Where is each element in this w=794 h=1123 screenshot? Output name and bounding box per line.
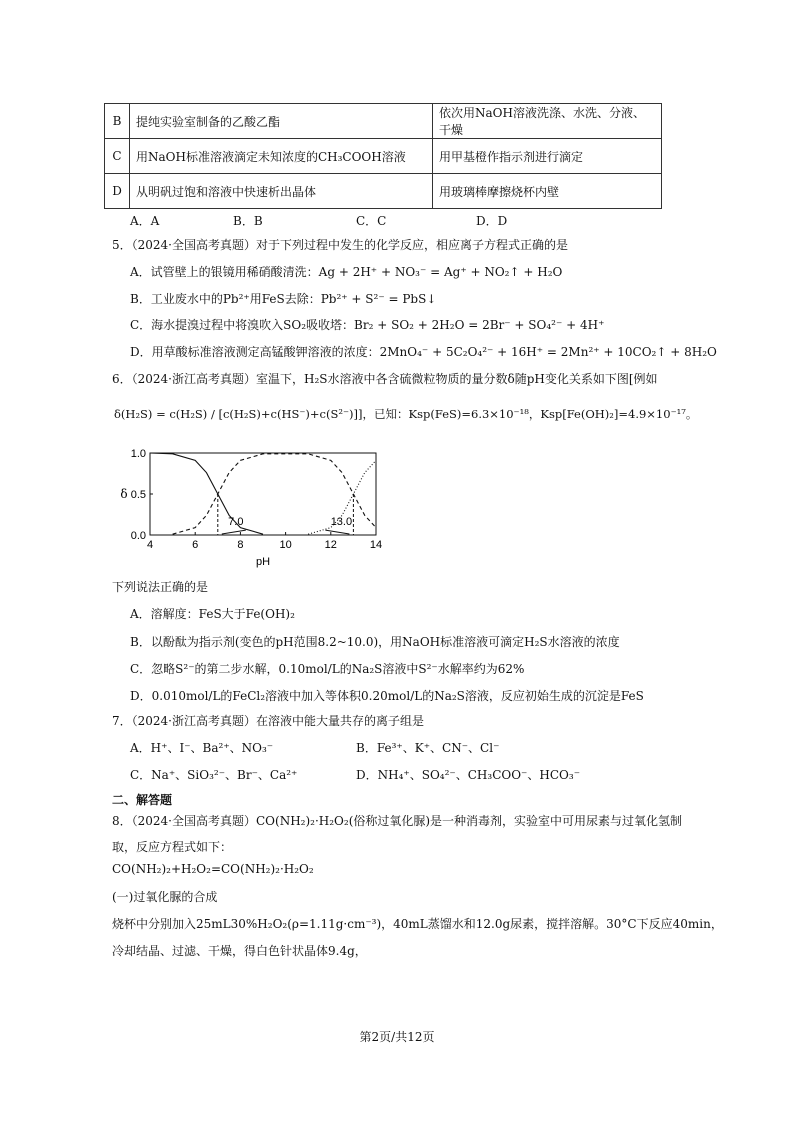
options-table xyxy=(104,103,662,209)
q8-line2: 取，反应方程式如下： xyxy=(112,840,233,854)
q6-option-d: D．0.010mol/L的FeCl₂溶液中加入等体积0.20mol/L的Na₂S溶液，反应初始生成的沉淀是FeS xyxy=(130,689,644,703)
q8-paragraph-2: 冷却结晶、过滤、干燥，得白色针状晶体9.4g， xyxy=(112,944,367,958)
q7-option-a: A．H⁺、I⁻、Ba²⁺、NO₃⁻ xyxy=(130,741,274,755)
y-tick-label: 0.5 xyxy=(130,489,146,501)
q6-prompt: 下列说法正确的是 xyxy=(112,580,209,594)
row-method: 用玻璃棒摩擦烧杯内壁 xyxy=(433,174,662,209)
row-operation: 用NaOH标准溶液滴定未知浓度的CH₃COOH溶液 xyxy=(130,139,433,174)
table-row xyxy=(105,139,662,174)
y-axis-label: δ xyxy=(120,487,128,501)
section-heading: 二、解答题 xyxy=(112,793,173,807)
table-row xyxy=(105,174,662,209)
q5-option-c: C．海水提溴过程中将溴吹入SO₂吸收塔：Br₂ + SO₂ + 2H₂O = 2Br⁻ + SO₄²⁻ + 4H⁺ xyxy=(130,318,605,332)
y-tick-label: 0.0 xyxy=(130,530,146,542)
q8-subheading: (一)过氧化脲的合成 xyxy=(112,890,218,904)
q8-paragraph-1: 烧杯中分别加入25mL30%H₂O₂(ρ=1.11g·cm⁻³)，40mL蒸馏水和12.0g尿素，搅拌溶解。30°C下反应40min， xyxy=(112,917,723,931)
q7-option-b: B．Fe³⁺、K⁺、CN⁻、Cl⁻ xyxy=(356,741,500,755)
q6-option-a: A．溶解度：FeS大于Fe(OH)₂ xyxy=(130,607,295,621)
x-axis-label: pH xyxy=(255,556,271,568)
q6-stem: 6．（2024·浙江高考真题）室温下，H₂S水溶液中各含硫微粒物质的量分数δ随pH变化关系如下图[例如 xyxy=(112,372,658,386)
q7-option-c: C．Na⁺、SiO₃²⁻、Br⁻、Ca²⁺ xyxy=(130,768,298,782)
row-method: 依次用NaOH溶液洗涤、水洗、分液、干燥 xyxy=(433,104,662,139)
q4-answer-a: A．A xyxy=(130,214,160,228)
pka-arrow xyxy=(325,530,349,534)
q6-option-b: B．以酚酞为指示剂(变色的pH范围8.2~10.0)，用NaOH标准溶液可滴定H₂S水溶液的浓度 xyxy=(130,635,620,649)
row-key: D xyxy=(105,174,130,209)
q5-option-b: B．工业废水中的Pb²⁺用FeS去除：Pb²⁺ + S²⁻ = PbS↓ xyxy=(130,292,437,306)
q5-option-d: D．用草酸标准溶液测定高锰酸钾溶液的浓度：2MnO₄⁻ + 5C₂O₄²⁻ + 16H⁺ = 2Mn²⁺ + 10CO₂↑ + 8H₂O xyxy=(130,345,717,359)
row-operation: 提纯实验室制备的乙酸乙酯 xyxy=(130,104,433,139)
page-footer: 第2页/共12页 xyxy=(359,1030,435,1044)
x-tick-label: 10 xyxy=(279,539,292,551)
q8-line1: 8．（2024·全国高考真题）CO(NH₂)₂·H₂O₂(俗称过氧化脲)是一种消毒剂，实验室中可用尿素与过氧化氢制 xyxy=(112,814,683,828)
q6-option-c: C．忽略S²⁻的第二步水解，0.10mol/L的Na₂S溶液中S²⁻水解率约为62% xyxy=(130,662,525,676)
x-tick-label: 6 xyxy=(192,539,199,551)
series-line-solid xyxy=(150,453,263,534)
q4-answer-d: D．D xyxy=(476,214,508,228)
x-tick-label: 8 xyxy=(237,539,244,551)
row-key: C xyxy=(105,139,130,174)
q4-answer-b: B．B xyxy=(233,214,263,228)
row-method: 用甲基橙作指示剂进行滴定 xyxy=(433,139,662,174)
q7-stem: 7．（2024·浙江高考真题）在溶液中能大量共存的离子组是 xyxy=(112,714,424,728)
x-tick-label: 4 xyxy=(146,539,154,551)
pka-arrow xyxy=(222,530,246,534)
row-operation: 从明矾过饱和溶液中快速析出晶体 xyxy=(130,174,433,209)
row-key: B xyxy=(105,104,130,139)
x-tick-label: 14 xyxy=(369,539,383,551)
pka-label: 13.0 xyxy=(330,516,353,529)
table-row xyxy=(105,104,662,139)
q8-equation: CO(NH₂)₂+H₂O₂=CO(NH₂)₂·H₂O₂ xyxy=(112,862,314,876)
q6-formula: δ(H₂S) = c(H₂S) / [c(H₂S)+c(HS⁻)+c(S²⁻)]]，已知：Ksp(FeS)=6.3×10⁻¹⁸，Ksp[Fe(OH)₂]=4.9×10⁻¹⁷。 xyxy=(114,407,698,421)
q7-option-d: D．NH₄⁺、SO₄²⁻、CH₃COO⁻、HCO₃⁻ xyxy=(356,768,581,782)
y-tick-label: 1.0 xyxy=(130,448,146,460)
q5-option-a: A．试管壁上的银镜用稀硝酸清洗：Ag + 2H⁺ + NO₃⁻ = Ag⁺ + NO₂↑ + H₂O xyxy=(130,265,563,279)
pka-label: 7.0 xyxy=(228,516,244,529)
speciation-chart xyxy=(118,443,388,571)
x-tick-label: 12 xyxy=(324,539,337,551)
q5-stem: 5．（2024·全国高考真题）对于下列过程中发生的化学反应，相应离子方程式正确的是 xyxy=(112,238,568,252)
q4-answer-c: C．C xyxy=(356,214,387,228)
